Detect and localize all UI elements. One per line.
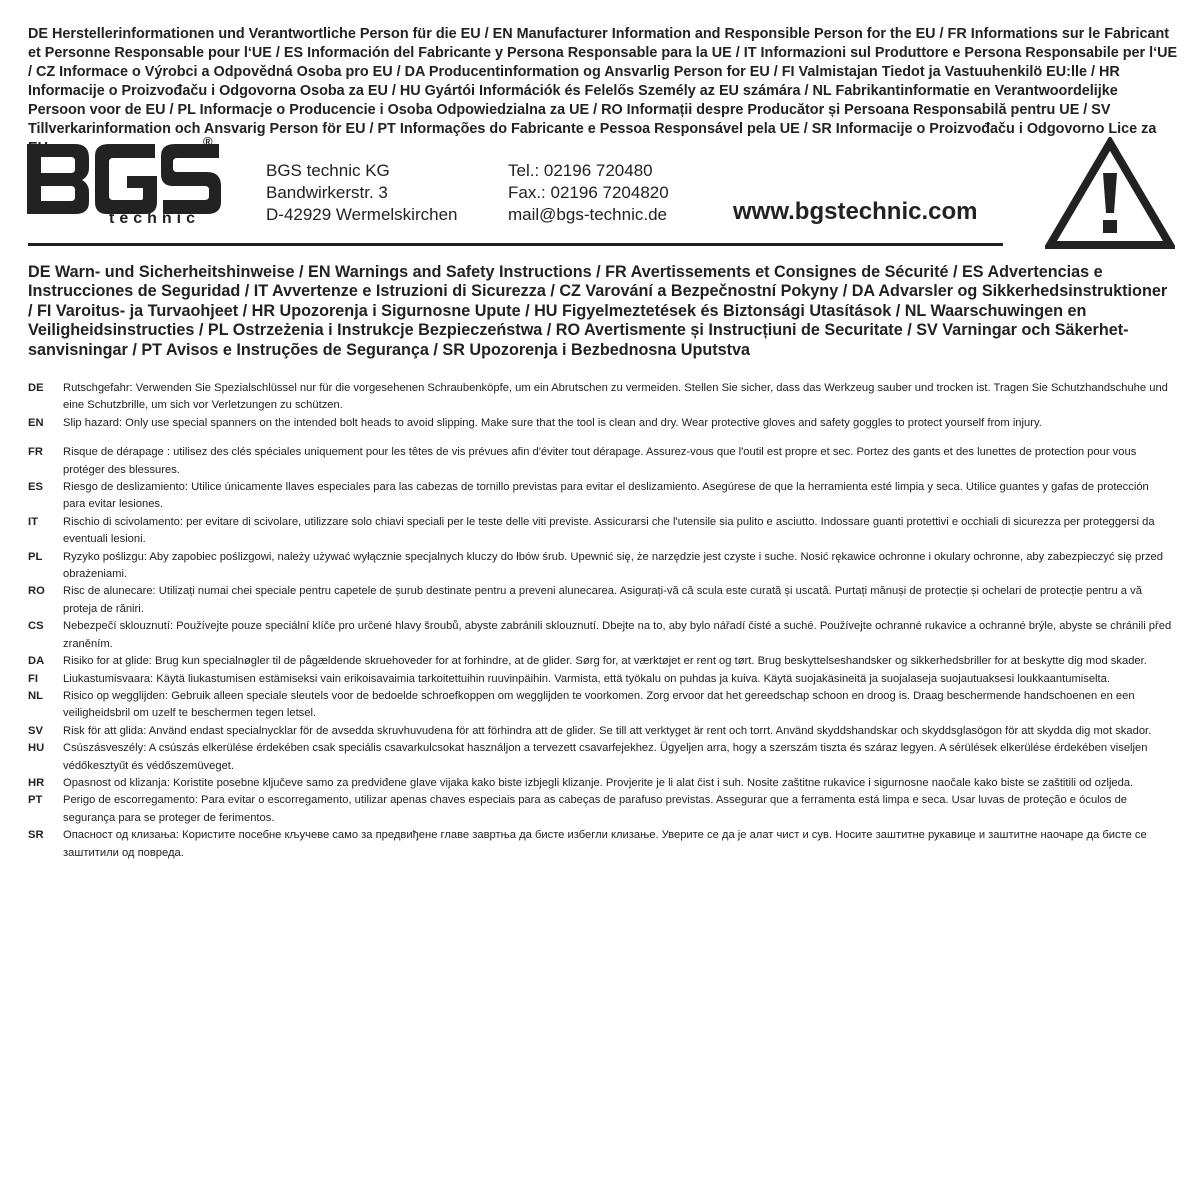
language-code: HU (28, 742, 45, 755)
language-code: DE (28, 382, 44, 394)
instruction-nl (28, 688, 1173, 723)
instruction-text: Risk för att glida: Använd endast specialnycklar för de avsedda skruvhuvudena för att förhindra att de glider. Se till att verktyget är rent och torrt. Använd skyddshandskar och skyddsglasögon för att skydda dig mot skador. (63, 724, 1152, 737)
company-contact (508, 160, 669, 226)
instruction-sv (28, 723, 1173, 740)
instruction-en (28, 415, 1173, 432)
logo-subtitle: technic (109, 210, 201, 227)
instruction-hr (28, 775, 1173, 792)
company-name: BGS technic KG (266, 161, 390, 180)
instruction-ro (28, 583, 1173, 618)
language-code: PL (28, 550, 43, 563)
instruction-text: Опасност од клизања: Користите посебне кључеве само за предвиђене главе завртња да бисте избегли клизање. Уверите се да је алат чист и сув. Носите заштитне рукавице и заштитне наочаре да бисте се заштитили од повреда. (63, 829, 1147, 859)
header-divider (28, 243, 1003, 246)
language-code: PT (28, 794, 43, 807)
instruction-pl (28, 549, 1173, 584)
instruction-fi (28, 671, 1173, 688)
warnings-heading: DE Warn- und Sicherheitshinweise / EN Warnings and Safety Instructions / FR Avertissements et Consignes de Sécurité / ES Advertencias e Instrucciones de Seguridad / IT Avvertenze e Istruzioni di Sicurezza / CZ Varování a Bezpečnostní Pokyny / DA Advarsler og Sikkerhedsinstruktioner / FI Varoitus- ja Turvaohjeet / HR Upozorenja i Sigurnosne Upute / HU Figyelmeztetések és Biztonsági Utasítások / NL Waarschuwingen en Veiligheidsinstructies / PL Ostrzeżenia i Instrukcje Bezpieczeństwa / RO Avertismente și Instrucțiuni de Securitate / SV Varningar och Säkerhet-sanvisningar / PT Avisos e Instruções de Segurança / SR Upozorenja i Bezbednosna Uputstva (28, 263, 1168, 359)
instruction-sr (28, 827, 1173, 862)
instruction-text: Riesgo de deslizamiento: Utilice únicamente llaves especiales para las cabezas de tornillo previstas para evitar el deslizamiento. Asegúrese de que la herramienta esté limpia y seca. Utilice guantes y gafas de protección para evitar lesiones. (63, 481, 1149, 511)
instruction-da (28, 653, 1173, 670)
instruction-text: Rutschgefahr: Verwenden Sie Spezialschlüssel nur für die vorgesehenen Schraubenköpfe, um ein Abrutschen zu vermeiden. Stellen Sie sicher, dass das Werkzeug sauber und trocken ist. Tragen Sie Schutzhandschuhe und eine Schutzbrille, um sich vor Verletzungen zu schützen. (63, 382, 1168, 412)
language-code: ES (28, 481, 43, 494)
language-code: SV (28, 724, 43, 737)
language-code: EN (28, 416, 44, 429)
instruction-text: Risque de dérapage : utilisez des clés spéciales uniquement pour les têtes de vis prévues afin d'éviter tout dérapage. Assurez-vous que l'outil est propre et sec. Portez des gants et des lunettes de protection pour vous protéger des blessures. (63, 446, 1137, 476)
language-code: DA (28, 655, 45, 668)
company-address (266, 160, 457, 226)
registered-mark: ® (203, 134, 213, 149)
language-code: SR (28, 829, 44, 842)
manufacturer-info-heading: DE Herstellerinformationen und Verantwortliche Person für die EU / EN Manufacturer Information and Responsible Person for the EU / FR Informations sur le Fabricant et Personne Responsable pour l‘UE / ES Información del Fabricante y Persona Responsable para la UE / IT Informazioni sul Produttore e Persona Responsabile per l‘UE / CZ Informace o Výrobci a Odpovědná Osoba pro EU / DA Producentinformation og Ansvarlig Person for EU / FI Valmistajan Tiedot ja Vastuuhenkilö EU:lle / HR Informacije o Proizvođaču i Odgovorna Osoba za EU / HU Gyártói Információk és Felelős Személy az EU számára / NL Fabrikantinformatie en Verantwoordelijke Persoon voor de EU / PL Informacje o Producencie i Osoba Odpowiedzialna za UE / RO Informații despre Producător și Persoana Responsabilă pentru UE / SV Tillverkarinformation och Ansvarig Person för EU / PT Informações do Fabricante e Pessoa Responsável pela UE / SR Informacije o Proizvođaču i Odgovorno Lice za (28, 26, 1178, 137)
instruction-fr (28, 444, 1173, 479)
instruction-text: Risico op wegglijden: Gebruik alleen speciale sleutels voor de bedoelde schroefkoppen om wegglijden te voorkomen. Zorg ervoor dat het gereedschap schoon en droog is. Draag beschermende handschoenen en een veiligheidsbril om uzelf te beschermen tegen letsel. (63, 689, 1135, 720)
instruction-pt (28, 792, 1173, 827)
instruction-text: Perigo de escorregamento: Para evitar o escorregamento, utilizar apenas chaves especiais para as cabeças de parafuso previstas. Assegurar que a ferramenta está limpa e seca. Usar luvas de proteção e óculos de segurança para se proteger de ferimentos. (63, 794, 1128, 824)
instruction-text: Ryzyko poślizgu: Aby zapobiec poślizgowi, należy używać wyłącznie specjalnych kluczy do łbów śrub. Upewnić się, że narzędzie jest czyste i suche. Nosić rękawice ochronne i okulary ochronne, aby zabezpieczyć się przed obrażeniami. (63, 550, 1164, 581)
language-code: CS (28, 620, 44, 633)
instruction-text: Risiko for at glide: Brug kun specialnøgler til de pågældende skruehoveder for at forhindre, at de glider. Sørg for, at værktøjet er rent og tørt. Brug beskyttelseshandsker og sikkerhedsbriller for at beskytte dig mod skader. (63, 655, 1147, 668)
language-code: HR (28, 776, 45, 789)
instruction-text: Csúszásveszély: A csúszás elkerülése érdekében csak speciális csavarkulcsokat használjon a tervezett csavarfejekhez. Ügyeljen arra, hogy a szerszám tiszta és száraz legyen. A sérülések elkerülése érdekében viseljen védőkesztyűt és védőszemüveget. (63, 742, 1148, 772)
instruction-hu (28, 740, 1173, 775)
language-code: RO (28, 585, 45, 598)
company-tel: Tel.: 02196 720480 (508, 161, 653, 180)
company-fax: Fax.: 02196 7204820 (508, 183, 669, 202)
company-mail[interactable]: mail@bgs-technic.de (508, 205, 667, 224)
instruction-text: Risc de alunecare: Utilizați numai chei speciale pentru capetele de șurub destinate pentru a preveni alunecarea. Asigurați-vă că scula este curată și uscată. Purtați mănuși de protecție și ochelari de protecție pentru a vă proteja de răniri. (63, 585, 1142, 615)
warning-triangle-icon (1045, 137, 1175, 252)
language-code: FI (28, 672, 38, 685)
instruction-text: Rischio di scivolamento: per evitare di scivolare, utilizzare solo chiavi speciali per le teste delle viti previste. Assicurarsi che l'utensile sia pulito e asciutto. Indossare guanti protettivi e occhiali di sicurezza per proteggersi da eventuali lesioni. (63, 515, 1155, 546)
instruction-text: Opasnost od klizanja: Koristite posebne ključeve samo za predviđene glave vijaka kako biste izbjegli klizanje. Provjerite je li alat čist i suh. Nosite zaštitne rukavice i sigurnosne naočale kako biste se zaštitili od ozljeda. (63, 776, 1134, 789)
instruction-de (28, 380, 1173, 415)
company-website[interactable]: www.bgstechnic.com (733, 198, 978, 225)
instruction-text: Nebezpečí sklouznutí: Používejte pouze speciální klíče pro určené hlavy šroubů, abyste zabránili sklouznutí. Dbejte na to, aby bylo nářadí čisté a suché. Používejte ochranné rukavice a ochranné brýle, abyste se chránili před zraněním. (63, 620, 1172, 650)
safety-instructions-list (28, 380, 1173, 862)
company-city: D-42929 Wermelskirchen (266, 205, 458, 224)
instruction-text: Liukastumisvaara: Käytä liukastumisen estämiseksi vain erikoisavaimia tarkoitettuihin ruuvinpäihin. Varmista, että työkalu on puhdas ja kuiva. Käytä suojakäsineitä ja suojalaseja suojautuaksesi loukkaantumiselta. (63, 672, 1110, 685)
company-street: Bandwirkerstr. 3 (266, 183, 388, 202)
language-code: NL (28, 689, 43, 702)
bgs-technic-logo (27, 134, 222, 228)
instruction-es (28, 479, 1173, 514)
instruction-text: Slip hazard: Only use special spanners on the intended bolt heads to avoid slipping. Make sure that the tool is clean and dry. Wear protective gloves and safety goggles to protect yourself from injury. (63, 416, 1042, 429)
language-code: FR (28, 446, 43, 459)
instruction-cs (28, 618, 1173, 653)
instruction-it (28, 514, 1173, 549)
language-code: IT (28, 515, 38, 528)
